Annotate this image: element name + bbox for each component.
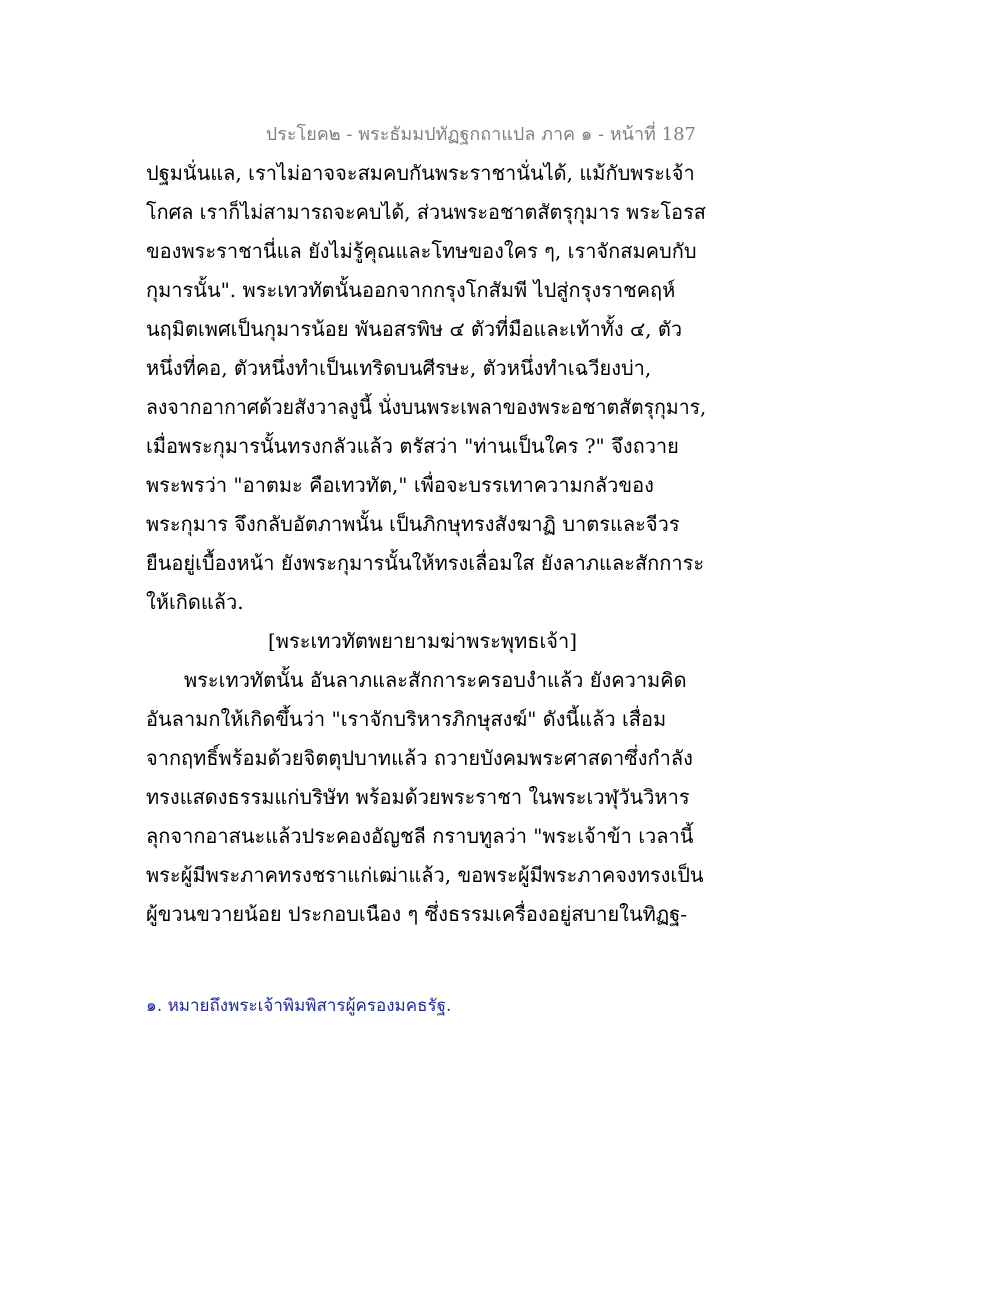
body-line: ปฐมนั่นแล, เราไม่อาจจะสมคบกันพระราชานั่นได้, แม้กับพระเจ้า <box>146 161 695 185</box>
body-line: พระผู้มีพระภาคทรงชราแก่เฒ่าแล้ว, ขอพระผู้มีพระภาคจงทรงเป็น <box>146 863 704 887</box>
section-heading: [พระเทวทัตพยายามฆ่าพระพุทธเจ้า] <box>268 629 578 653</box>
body-line: จากฤทธิ์พร้อมด้วยจิตตุปบาทแล้ว ถวายบังคมพระศาสดาซึ่งกำลัง <box>146 746 693 770</box>
body-line: หนึ่งที่คอ, ตัวหนึ่งทำเป็นเทริดบนศีรษะ, ตัวหนึ่งทำเฉวียงบ่า, <box>146 356 652 380</box>
footnote: ๑. หมายถึงพระเจ้าพิมพิสารผู้ครองมคธรัฐ. <box>146 996 452 1016</box>
page-header: ประโยค๒ - พระธัมมปทัฏฐกถาแปล ภาค ๑ - หน้าที่ 187 <box>265 124 696 145</box>
body-line: ลุกจากอาสนะแล้วประคองอัญชลี กราบทูลว่า "พระเจ้าข้า เวลานี้ <box>146 824 694 848</box>
body-line: โกศล เราก็ไม่สามารถจะคบได้, ส่วนพระอชาตสัตรุกุมาร พระโอรส <box>146 200 706 224</box>
body-line: ยืนอยู่เบื้องหน้า ยังพระกุมารนั้นให้ทรงเลื่อมใส ยังลาภและสักการะ <box>146 551 705 575</box>
body-line: กุมารนั้น". พระเทวทัตนั้นออกจากกรุงโกสัมพี ไปสู่กรุงราชคฤห์ <box>146 278 676 302</box>
body-line: พระพรว่า "อาตมะ คือเทวทัต," เพื่อจะบรรเทาความกลัวของ <box>146 473 654 497</box>
body-line: ผู้ขวนขวายน้อย ประกอบเนือง ๆ ซึ่งธรรมเครื่องอยู่สบายในทิฏฐ- <box>146 902 688 926</box>
body-line: อันลามกให้เกิดขึ้นว่า "เราจักบริหารภิกษุสงฆ์" ดังนี้แล้ว เสื่อม <box>146 707 667 731</box>
body-line: เมื่อพระกุมารนั้นทรงกลัวแล้ว ตรัสว่า "ท่านเป็นใคร ?" จึงถวาย <box>146 434 679 458</box>
body-line: ทรงแสดงธรรมแก่บริษัท พร้อมด้วยพระราชา ในพระเวฬุวันวิหาร <box>146 785 690 809</box>
body-line: ของพระราชานี่แล ยังไม่รู้คุณและโทษของใคร ๆ, เราจักสมคบกับ <box>146 239 697 263</box>
body-line: ให้เกิดแล้ว. <box>146 590 244 614</box>
body-line: ลงจากอากาศด้วยสังวาลงูนี้ นั่งบนพระเพลาของพระอชาตสัตรุกุมาร, <box>146 395 707 419</box>
paragraph-first-line: พระเทวทัตนั้น อันลาภและสักการะครอบงำแล้ว ยังความคิด <box>184 668 687 692</box>
body-line: พระกุมาร จึงกลับอัตภาพนั้น เป็นภิกษุทรงสังฆาฏิ บาตรและจีวร <box>146 512 680 536</box>
body-line: นฤมิตเพศเป็นกุมารน้อย พันอสรพิษ ๔ ตัวที่มือและเท้าทั้ง ๔, ตัว <box>146 317 683 341</box>
